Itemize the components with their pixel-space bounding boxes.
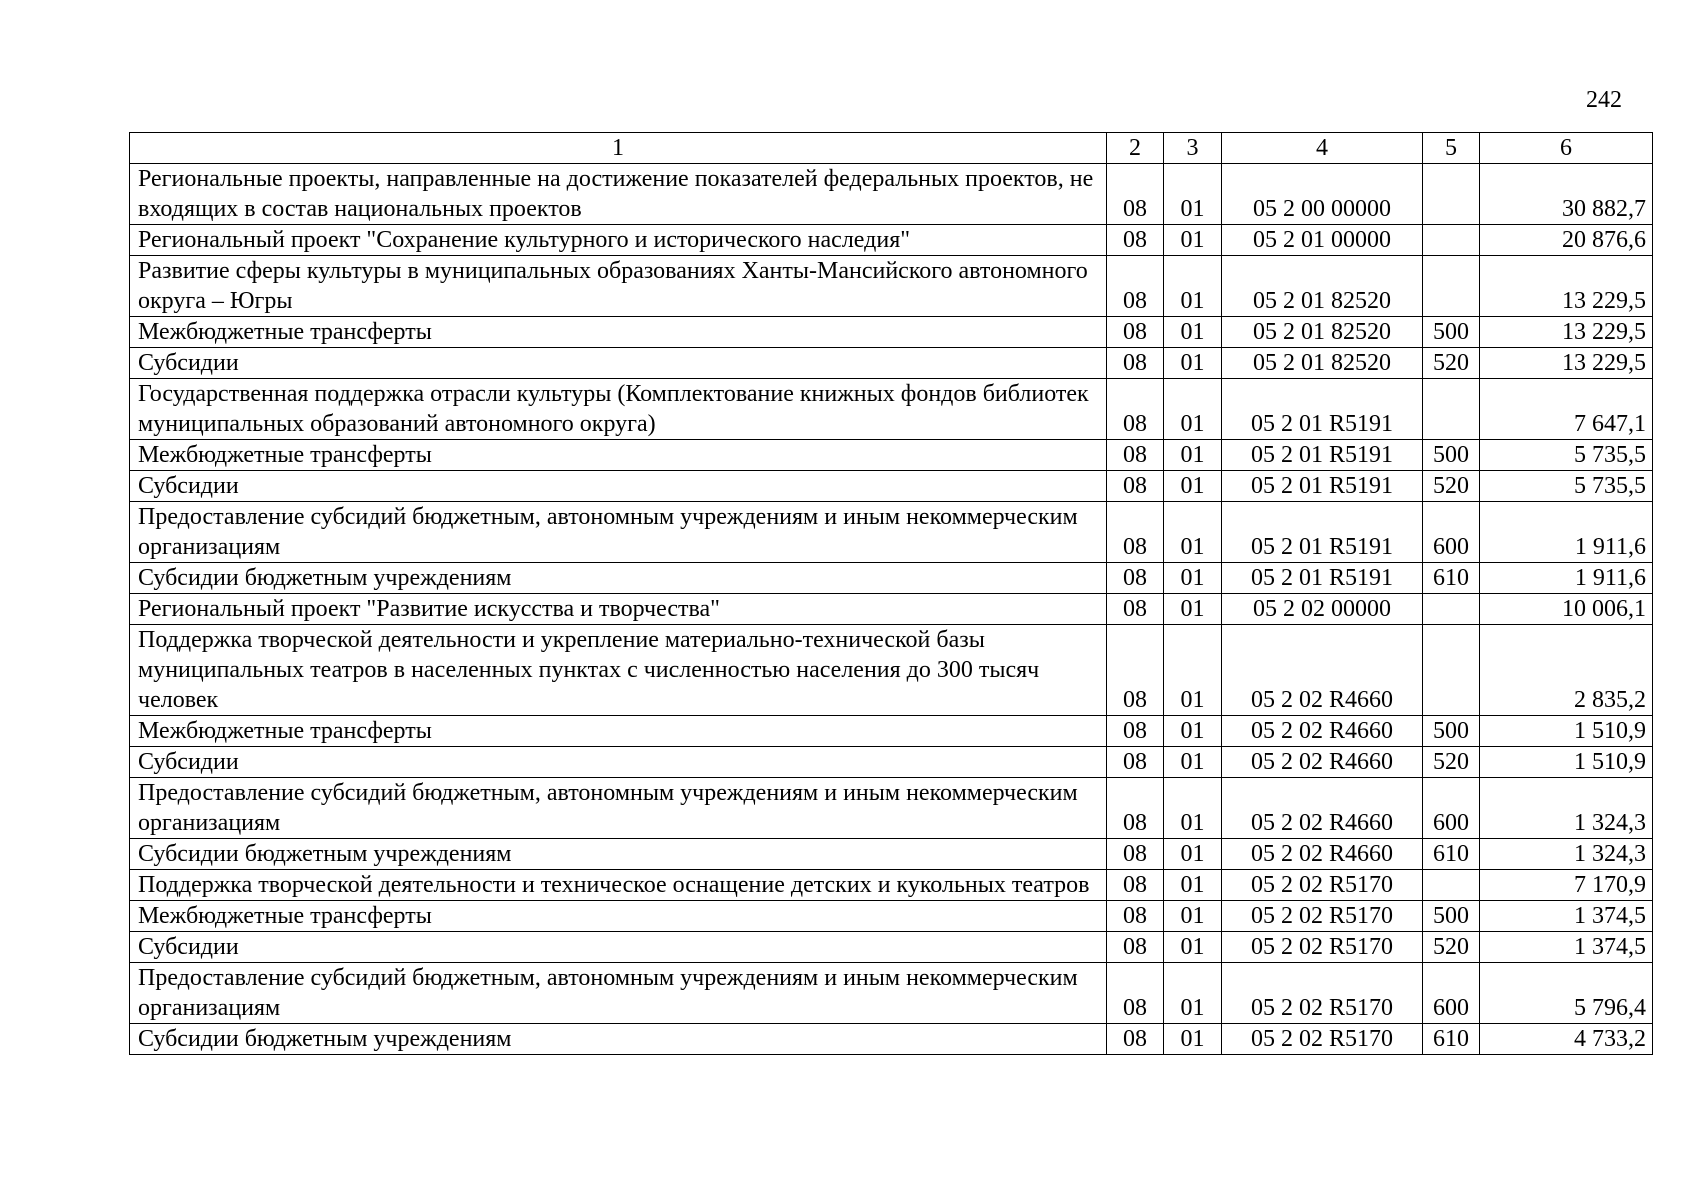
row-name-cell: Предоставление субсидий бюджетным, автономным учреждениям и иным некоммерческим организациям: [130, 502, 1107, 563]
row-subsection-cell: 01: [1164, 594, 1222, 625]
row-section-cell: 08: [1107, 379, 1164, 440]
row-subsection-cell: 01: [1164, 379, 1222, 440]
table-row: [130, 256, 1653, 317]
row-subsection-cell: 01: [1164, 839, 1222, 870]
row-amount-cell: 1 324,3: [1480, 778, 1653, 839]
row-name-cell: Субсидии: [130, 747, 1107, 778]
row-subsection-cell: 01: [1164, 471, 1222, 502]
page-number: 242: [1586, 87, 1622, 113]
row-expense-type-cell: 520: [1423, 932, 1480, 963]
row-section-cell: 08: [1107, 317, 1164, 348]
row-section-cell: 08: [1107, 747, 1164, 778]
row-name-cell: Региональный проект "Сохранение культурного и исторического наследия": [130, 225, 1107, 256]
row-amount-cell: 7 170,9: [1480, 870, 1653, 901]
row-expense-type-cell: 520: [1423, 471, 1480, 502]
row-target-article-cell: 05 2 02 R5170: [1222, 901, 1423, 932]
row-expense-type-cell: 600: [1423, 502, 1480, 563]
row-expense-type-cell: 610: [1423, 1024, 1480, 1055]
table-row: [130, 901, 1653, 932]
table-row: [130, 716, 1653, 747]
row-amount-cell: 20 876,6: [1480, 225, 1653, 256]
row-expense-type-cell: [1423, 379, 1480, 440]
row-expense-type-cell: 500: [1423, 317, 1480, 348]
row-subsection-cell: 01: [1164, 901, 1222, 932]
row-target-article-cell: 05 2 02 R5170: [1222, 932, 1423, 963]
row-section-cell: 08: [1107, 256, 1164, 317]
row-amount-cell: 4 733,2: [1480, 1024, 1653, 1055]
table-row: [130, 471, 1653, 502]
row-target-article-cell: 05 2 01 R5191: [1222, 379, 1423, 440]
row-target-article-cell: 05 2 02 R5170: [1222, 870, 1423, 901]
row-amount-cell: 5 796,4: [1480, 963, 1653, 1024]
row-expense-type-cell: 500: [1423, 440, 1480, 471]
row-section-cell: 08: [1107, 164, 1164, 225]
row-expense-type-cell: [1423, 256, 1480, 317]
row-expense-type-cell: 610: [1423, 839, 1480, 870]
row-name-cell: Поддержка творческой деятельности и укрепление материально-технической базы муниципальных театров в населенных пунктах с численностью населения до 300 тысяч человек: [130, 625, 1107, 716]
row-expense-type-cell: 520: [1423, 348, 1480, 379]
row-amount-cell: 1 510,9: [1480, 716, 1653, 747]
row-amount-cell: 1 510,9: [1480, 747, 1653, 778]
row-expense-type-cell: [1423, 870, 1480, 901]
table-row: [130, 963, 1653, 1024]
row-amount-cell: 1 374,5: [1480, 901, 1653, 932]
row-section-cell: 08: [1107, 563, 1164, 594]
row-target-article-cell: 05 2 02 00000: [1222, 594, 1423, 625]
row-subsection-cell: 01: [1164, 164, 1222, 225]
table-row: [130, 502, 1653, 563]
row-target-article-cell: 05 2 01 00000: [1222, 225, 1423, 256]
row-subsection-cell: 01: [1164, 440, 1222, 471]
row-name-cell: Предоставление субсидий бюджетным, автономным учреждениям и иным некоммерческим организациям: [130, 778, 1107, 839]
row-section-cell: 08: [1107, 502, 1164, 563]
row-target-article-cell: 05 2 01 R5191: [1222, 502, 1423, 563]
row-amount-cell: 13 229,5: [1480, 317, 1653, 348]
row-amount-cell: 30 882,7: [1480, 164, 1653, 225]
row-target-article-cell: 05 2 01 82520: [1222, 348, 1423, 379]
row-amount-cell: 2 835,2: [1480, 625, 1653, 716]
row-name-cell: Субсидии: [130, 932, 1107, 963]
row-target-article-cell: 05 2 02 R4660: [1222, 716, 1423, 747]
row-name-cell: Субсидии бюджетным учреждениям: [130, 563, 1107, 594]
row-name-cell: Государственная поддержка отрасли культуры (Комплектование книжных фондов библиотек муниципальных образований автономного округа): [130, 379, 1107, 440]
row-subsection-cell: 01: [1164, 747, 1222, 778]
row-section-cell: 08: [1107, 716, 1164, 747]
row-section-cell: 08: [1107, 870, 1164, 901]
row-target-article-cell: 05 2 01 82520: [1222, 256, 1423, 317]
table-row: [130, 164, 1653, 225]
row-name-cell: Региональные проекты, направленные на достижение показателей федеральных проектов, не входящих в состав национальных проектов: [130, 164, 1107, 225]
row-name-cell: Межбюджетные трансферты: [130, 440, 1107, 471]
row-section-cell: 08: [1107, 625, 1164, 716]
row-target-article-cell: 05 2 02 R4660: [1222, 625, 1423, 716]
row-amount-cell: 13 229,5: [1480, 348, 1653, 379]
row-section-cell: 08: [1107, 839, 1164, 870]
table-row: [130, 778, 1653, 839]
table-row: [130, 379, 1653, 440]
row-subsection-cell: 01: [1164, 563, 1222, 594]
row-amount-cell: 1 324,3: [1480, 839, 1653, 870]
row-target-article-cell: 05 2 00 00000: [1222, 164, 1423, 225]
row-section-cell: 08: [1107, 901, 1164, 932]
header-col-3: 3: [1164, 133, 1222, 164]
row-subsection-cell: 01: [1164, 932, 1222, 963]
row-expense-type-cell: [1423, 594, 1480, 625]
table-row: [130, 839, 1653, 870]
row-target-article-cell: 05 2 02 R4660: [1222, 778, 1423, 839]
header-col-2: 2: [1107, 133, 1164, 164]
row-name-cell: Субсидии: [130, 348, 1107, 379]
row-target-article-cell: 05 2 01 82520: [1222, 317, 1423, 348]
row-name-cell: Межбюджетные трансферты: [130, 901, 1107, 932]
row-expense-type-cell: 500: [1423, 716, 1480, 747]
row-amount-cell: 5 735,5: [1480, 471, 1653, 502]
row-target-article-cell: 05 2 02 R5170: [1222, 963, 1423, 1024]
budget-table: [129, 132, 1653, 1055]
row-amount-cell: 13 229,5: [1480, 256, 1653, 317]
header-col-1: 1: [130, 133, 1107, 164]
row-name-cell: Развитие сферы культуры в муниципальных образованиях Ханты-Мансийского автономного округа – Югры: [130, 256, 1107, 317]
row-section-cell: 08: [1107, 594, 1164, 625]
table-row: [130, 747, 1653, 778]
table-row: [130, 932, 1653, 963]
row-section-cell: 08: [1107, 440, 1164, 471]
table-row: [130, 870, 1653, 901]
row-target-article-cell: 05 2 02 R4660: [1222, 839, 1423, 870]
row-expense-type-cell: [1423, 625, 1480, 716]
table-header-row: [130, 133, 1653, 164]
row-subsection-cell: 01: [1164, 502, 1222, 563]
table-row: [130, 225, 1653, 256]
row-section-cell: 08: [1107, 1024, 1164, 1055]
row-subsection-cell: 01: [1164, 317, 1222, 348]
table-row: [130, 594, 1653, 625]
row-amount-cell: 1 911,6: [1480, 563, 1653, 594]
row-subsection-cell: 01: [1164, 225, 1222, 256]
row-subsection-cell: 01: [1164, 348, 1222, 379]
row-section-cell: 08: [1107, 348, 1164, 379]
row-target-article-cell: 05 2 01 R5191: [1222, 440, 1423, 471]
row-subsection-cell: 01: [1164, 1024, 1222, 1055]
row-subsection-cell: 01: [1164, 625, 1222, 716]
row-target-article-cell: 05 2 02 R4660: [1222, 747, 1423, 778]
table-row: [130, 348, 1653, 379]
row-expense-type-cell: 610: [1423, 563, 1480, 594]
row-name-cell: Региональный проект "Развитие искусства и творчества": [130, 594, 1107, 625]
table-row: [130, 625, 1653, 716]
row-name-cell: Субсидии бюджетным учреждениям: [130, 839, 1107, 870]
row-subsection-cell: 01: [1164, 963, 1222, 1024]
row-name-cell: Межбюджетные трансферты: [130, 317, 1107, 348]
row-amount-cell: 1 374,5: [1480, 932, 1653, 963]
row-name-cell: Субсидии: [130, 471, 1107, 502]
row-target-article-cell: 05 2 01 R5191: [1222, 471, 1423, 502]
row-amount-cell: 10 006,1: [1480, 594, 1653, 625]
table-row: [130, 317, 1653, 348]
row-expense-type-cell: 520: [1423, 747, 1480, 778]
table-row: [130, 563, 1653, 594]
row-subsection-cell: 01: [1164, 256, 1222, 317]
row-subsection-cell: 01: [1164, 870, 1222, 901]
row-target-article-cell: 05 2 01 R5191: [1222, 563, 1423, 594]
row-expense-type-cell: [1423, 164, 1480, 225]
row-target-article-cell: 05 2 02 R5170: [1222, 1024, 1423, 1055]
row-name-cell: Предоставление субсидий бюджетным, автономным учреждениям и иным некоммерческим организациям: [130, 963, 1107, 1024]
row-section-cell: 08: [1107, 778, 1164, 839]
table-row: [130, 1024, 1653, 1055]
row-expense-type-cell: [1423, 225, 1480, 256]
row-section-cell: 08: [1107, 963, 1164, 1024]
row-subsection-cell: 01: [1164, 716, 1222, 747]
row-expense-type-cell: 500: [1423, 901, 1480, 932]
row-expense-type-cell: 600: [1423, 963, 1480, 1024]
row-name-cell: Субсидии бюджетным учреждениям: [130, 1024, 1107, 1055]
header-col-4: 4: [1222, 133, 1423, 164]
row-amount-cell: 7 647,1: [1480, 379, 1653, 440]
row-amount-cell: 5 735,5: [1480, 440, 1653, 471]
row-expense-type-cell: 600: [1423, 778, 1480, 839]
row-section-cell: 08: [1107, 932, 1164, 963]
row-name-cell: Межбюджетные трансферты: [130, 716, 1107, 747]
row-amount-cell: 1 911,6: [1480, 502, 1653, 563]
row-name-cell: Поддержка творческой деятельности и техническое оснащение детских и кукольных театров: [130, 870, 1107, 901]
row-section-cell: 08: [1107, 225, 1164, 256]
header-col-6: 6: [1480, 133, 1653, 164]
row-subsection-cell: 01: [1164, 778, 1222, 839]
table-row: [130, 440, 1653, 471]
header-col-5: 5: [1423, 133, 1480, 164]
row-section-cell: 08: [1107, 471, 1164, 502]
